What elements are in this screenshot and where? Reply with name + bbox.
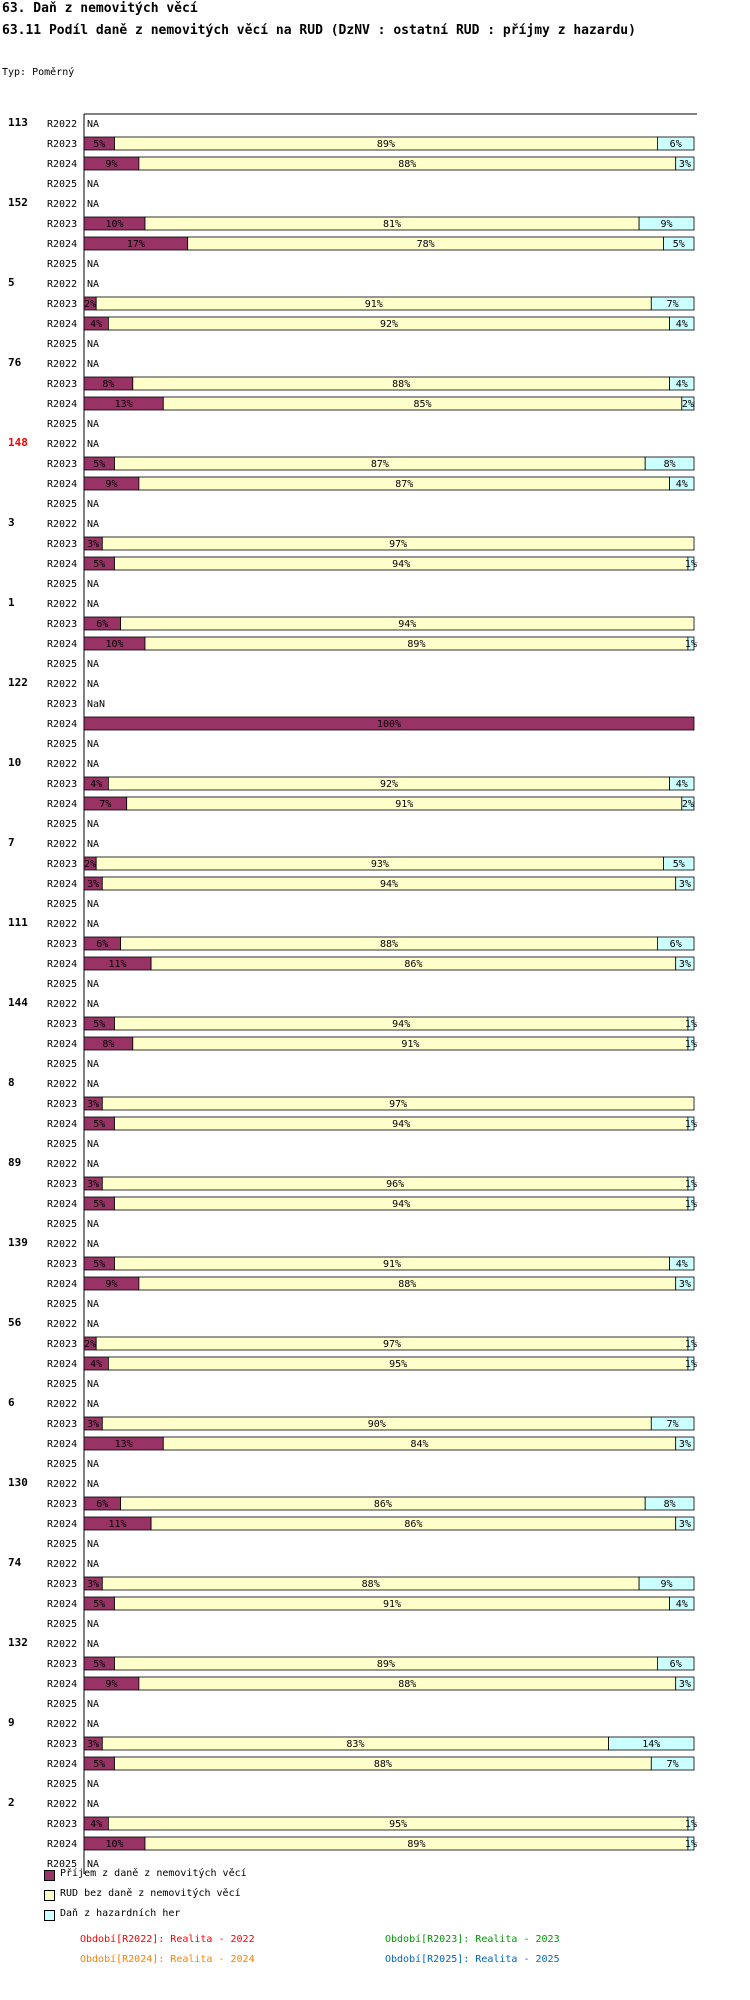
- row-period-label: R2024: [47, 959, 78, 970]
- data-label: 2%: [84, 859, 97, 870]
- row-period-label: R2022: [47, 519, 78, 530]
- row-period-label: R2025: [47, 1219, 78, 1230]
- na-label: NA: [87, 339, 100, 350]
- data-label: 86%: [373, 1499, 392, 1510]
- data-label: 6%: [96, 619, 109, 630]
- data-label: 5%: [93, 1599, 106, 1610]
- na-label: NA: [87, 819, 100, 830]
- row-period-label: R2025: [47, 1059, 78, 1070]
- na-label: NA: [87, 1539, 100, 1550]
- data-label: 91%: [401, 1039, 420, 1050]
- data-label: 88%: [398, 1279, 417, 1290]
- legend-swatch-s3: [44, 1910, 55, 1921]
- na-label: NA: [87, 119, 100, 130]
- data-label: 6%: [669, 939, 682, 950]
- data-label: 78%: [416, 239, 435, 250]
- row-period-label: R2023: [47, 1499, 78, 1510]
- data-label: 5%: [93, 1199, 106, 1210]
- row-period-label: R2023: [47, 859, 78, 870]
- na-label: NA: [87, 1079, 100, 1090]
- data-label: 3%: [678, 959, 691, 970]
- data-label: 89%: [376, 139, 395, 150]
- data-label: 87%: [395, 479, 414, 490]
- data-label: 86%: [404, 959, 423, 970]
- data-label: 88%: [373, 1759, 392, 1770]
- row-period-label: R2024: [47, 1679, 78, 1690]
- row-period-label: R2022: [47, 1719, 78, 1730]
- row-period-label: R2024: [47, 1039, 78, 1050]
- data-label: 1%: [684, 1039, 697, 1050]
- data-label: 91%: [383, 1599, 402, 1610]
- data-label: 5%: [93, 1019, 106, 1030]
- data-label: 88%: [379, 939, 399, 950]
- group-label: 113: [8, 116, 28, 129]
- group-label: 6: [8, 1396, 15, 1409]
- group-label: 5: [8, 276, 15, 289]
- row-period-label: R2025: [47, 1379, 78, 1390]
- na-label: NA: [87, 1299, 100, 1310]
- data-label: 8%: [663, 459, 676, 470]
- data-label: 81%: [383, 219, 402, 230]
- row-period-label: R2023: [47, 539, 78, 550]
- row-period-label: R2024: [47, 159, 78, 170]
- row-period-label: R2025: [47, 419, 78, 430]
- data-label: 9%: [105, 1679, 118, 1690]
- data-label: 94%: [392, 1019, 411, 1030]
- row-period-label: R2022: [47, 1239, 78, 1250]
- data-label: 7%: [666, 299, 679, 310]
- na-label: NA: [87, 1319, 100, 1330]
- legend-swatch-s1: [44, 1870, 55, 1881]
- data-label: 97%: [389, 1099, 408, 1110]
- group-label: 122: [8, 676, 28, 689]
- na-label: NA: [87, 1399, 100, 1410]
- group-label: 1: [8, 596, 15, 609]
- data-label: 3%: [87, 1419, 100, 1430]
- data-label: 5%: [93, 139, 106, 150]
- legend-label-s1: Příjem z daně z nemovitých věcí: [60, 1868, 247, 1879]
- group-label: 9: [8, 1716, 15, 1729]
- row-period-label: R2022: [47, 1479, 78, 1490]
- data-label: 93%: [370, 859, 389, 870]
- na-label: NA: [87, 1479, 100, 1490]
- row-period-label: R2022: [47, 679, 78, 690]
- row-period-label: R2025: [47, 739, 78, 750]
- group-label: 148: [8, 436, 28, 449]
- na-label: NA: [87, 179, 100, 190]
- data-label: 9%: [105, 479, 118, 490]
- data-label: 94%: [392, 1119, 411, 1130]
- data-label: 86%: [404, 1519, 423, 1530]
- data-label: 3%: [87, 539, 100, 550]
- data-label: 88%: [398, 1679, 417, 1690]
- data-label: 9%: [660, 1579, 673, 1590]
- data-label: 4%: [675, 1259, 688, 1270]
- row-period-label: R2022: [47, 359, 78, 370]
- row-period-label: R2024: [47, 719, 78, 730]
- data-label: 1%: [684, 1359, 697, 1370]
- data-label: 5%: [93, 1659, 106, 1670]
- data-label: 3%: [87, 1739, 100, 1750]
- data-label: 7%: [666, 1419, 679, 1430]
- row-period-label: R2025: [47, 1539, 78, 1550]
- na-label: NA: [87, 1719, 100, 1730]
- na-label: NA: [87, 1239, 100, 1250]
- data-label: 9%: [105, 159, 118, 170]
- na-label: NA: [87, 1219, 100, 1230]
- row-period-label: R2022: [47, 599, 78, 610]
- na-label: NA: [87, 579, 100, 590]
- group-label: 8: [8, 1076, 15, 1089]
- data-label: 2%: [84, 299, 97, 310]
- row-period-label: R2022: [47, 1799, 78, 1810]
- row-period-label: R2022: [47, 1319, 78, 1330]
- group-label: 132: [8, 1636, 28, 1649]
- data-label: 94%: [392, 559, 411, 570]
- row-period-label: R2022: [47, 1399, 78, 1410]
- data-label: 5%: [93, 1759, 106, 1770]
- data-label: 4%: [90, 779, 103, 790]
- data-label: 3%: [87, 879, 100, 890]
- na-label: NA: [87, 1159, 100, 1170]
- na-label: NA: [87, 899, 100, 910]
- data-label: 92%: [379, 779, 399, 790]
- row-period-label: R2024: [47, 479, 78, 490]
- row-period-label: R2023: [47, 1019, 78, 1030]
- data-label: 3%: [678, 1519, 691, 1530]
- row-period-label: R2023: [47, 1659, 78, 1670]
- group-label: 74: [8, 1556, 22, 1569]
- na-label: NA: [87, 279, 100, 290]
- group-label: 10: [8, 756, 22, 769]
- row-period-label: R2024: [47, 799, 78, 810]
- data-label: 6%: [669, 139, 682, 150]
- data-label: 89%: [376, 1659, 395, 1670]
- row-period-label: R2024: [47, 319, 78, 330]
- data-label: 94%: [379, 879, 399, 890]
- na-label: NA: [87, 1559, 100, 1570]
- legend-swatch-s2: [44, 1890, 55, 1901]
- row-period-label: R2024: [47, 1839, 78, 1850]
- row-period-label: R2023: [47, 699, 78, 710]
- data-label: 9%: [660, 219, 673, 230]
- period-r2023: Období[R2023]: Realita - 2023: [385, 1934, 560, 1945]
- data-label: 11%: [108, 1519, 127, 1530]
- data-label: 3%: [87, 1579, 100, 1590]
- data-label: 8%: [663, 1499, 676, 1510]
- data-label: 1%: [684, 1179, 697, 1190]
- data-label: 91%: [383, 1259, 402, 1270]
- row-period-label: R2025: [47, 1459, 78, 1470]
- data-label: 2%: [681, 799, 694, 810]
- row-period-label: R2022: [47, 839, 78, 850]
- data-label: 90%: [367, 1419, 386, 1430]
- row-period-label: R2023: [47, 379, 78, 390]
- data-label: 89%: [407, 1839, 426, 1850]
- data-label: 4%: [675, 1599, 688, 1610]
- na-label: NA: [87, 199, 100, 210]
- group-label: 130: [8, 1476, 28, 1489]
- row-period-label: R2022: [47, 999, 78, 1010]
- row-period-label: R2022: [47, 439, 78, 450]
- row-period-label: R2022: [47, 759, 78, 770]
- data-label: 8%: [102, 1039, 115, 1050]
- data-label: 4%: [90, 319, 103, 330]
- data-label: 5%: [93, 1119, 106, 1130]
- na-label: NA: [87, 1619, 100, 1630]
- group-label: 89: [8, 1156, 22, 1169]
- na-label: NA: [87, 839, 100, 850]
- data-label: 10%: [105, 1839, 124, 1850]
- legend-label-s2: RUD bez daně z nemovitých věcí: [60, 1888, 241, 1899]
- period-r2024: Období[R2024]: Realita - 2024: [80, 1954, 255, 1965]
- period-r2022: Období[R2022]: Realita - 2022: [80, 1934, 255, 1945]
- chart-type-label: Typ: Poměrný: [2, 67, 75, 78]
- data-label: 4%: [90, 1819, 103, 1830]
- na-label: NA: [87, 1799, 100, 1810]
- data-label: 6%: [96, 939, 109, 950]
- na-label: NA: [87, 1459, 100, 1470]
- data-label: 83%: [346, 1739, 365, 1750]
- data-label: 96%: [386, 1179, 405, 1190]
- data-label: 5%: [93, 1259, 106, 1270]
- row-period-label: R2025: [47, 1859, 78, 1870]
- row-period-label: R2025: [47, 659, 78, 670]
- row-period-label: R2024: [47, 1599, 78, 1610]
- data-label: 1%: [684, 1339, 697, 1350]
- row-period-label: R2023: [47, 1099, 78, 1110]
- row-period-label: R2023: [47, 459, 78, 470]
- row-period-label: R2022: [47, 279, 78, 290]
- data-label: 4%: [675, 479, 688, 490]
- data-label: 88%: [392, 379, 411, 390]
- na-label: NA: [87, 519, 100, 530]
- group-label: 3: [8, 516, 15, 529]
- na-label: NA: [87, 1859, 100, 1870]
- data-label: 1%: [684, 1119, 697, 1130]
- data-label: 4%: [675, 379, 688, 390]
- row-period-label: R2022: [47, 1639, 78, 1650]
- data-label: 2%: [681, 399, 694, 410]
- page-title: 63. Daň z nemovitých věcí: [2, 1, 198, 16]
- group-label: 7: [8, 836, 15, 849]
- row-period-label: R2024: [47, 1359, 78, 1370]
- data-label: 2%: [84, 1339, 97, 1350]
- row-period-label: R2023: [47, 1179, 78, 1190]
- na-label: NA: [87, 739, 100, 750]
- data-label: 6%: [669, 1659, 682, 1670]
- data-label: 8%: [102, 379, 115, 390]
- na-label: NA: [87, 1779, 100, 1790]
- data-label: 5%: [672, 239, 685, 250]
- data-label: 11%: [108, 959, 127, 970]
- data-label: 94%: [398, 619, 417, 630]
- na-label: NA: [87, 1699, 100, 1710]
- row-period-label: R2025: [47, 499, 78, 510]
- na-label: NA: [87, 919, 100, 930]
- row-period-label: R2025: [47, 1779, 78, 1790]
- group-label: 76: [8, 356, 22, 369]
- na-label: NA: [87, 439, 100, 450]
- group-label: 111: [8, 916, 28, 929]
- na-label: NaN: [87, 699, 106, 710]
- na-label: NA: [87, 359, 100, 370]
- data-label: 1%: [684, 1199, 697, 1210]
- data-label: 1%: [684, 1019, 697, 1030]
- row-period-label: R2022: [47, 119, 78, 130]
- data-label: 9%: [105, 1279, 118, 1290]
- data-label: 13%: [114, 1439, 133, 1450]
- row-period-label: R2024: [47, 559, 78, 570]
- data-label: 100%: [376, 719, 402, 730]
- group-label: 139: [8, 1236, 28, 1249]
- na-label: NA: [87, 1639, 100, 1650]
- na-label: NA: [87, 419, 100, 430]
- data-label: 5%: [672, 859, 685, 870]
- data-label: 84%: [410, 1439, 429, 1450]
- data-label: 87%: [370, 459, 389, 470]
- data-label: 91%: [364, 299, 383, 310]
- row-period-label: R2025: [47, 579, 78, 590]
- na-label: NA: [87, 1379, 100, 1390]
- legend-label-s3: Daň z hazardních her: [60, 1908, 181, 1919]
- data-label: 13%: [114, 399, 133, 410]
- row-period-label: R2025: [47, 1699, 78, 1710]
- row-period-label: R2024: [47, 879, 78, 890]
- data-label: 5%: [93, 459, 106, 470]
- na-label: NA: [87, 599, 100, 610]
- data-label: 92%: [379, 319, 399, 330]
- data-label: 3%: [678, 1279, 691, 1290]
- row-period-label: R2024: [47, 1279, 78, 1290]
- data-label: 4%: [675, 779, 688, 790]
- data-label: 3%: [678, 1439, 691, 1450]
- na-label: NA: [87, 679, 100, 690]
- data-label: 10%: [105, 219, 124, 230]
- period-r2025: Období[R2025]: Realita - 2025: [385, 1954, 560, 1965]
- row-period-label: R2025: [47, 1139, 78, 1150]
- data-label: 3%: [87, 1179, 100, 1190]
- data-label: 3%: [678, 1679, 691, 1690]
- na-label: NA: [87, 979, 100, 990]
- row-period-label: R2025: [47, 179, 78, 190]
- data-label: 7%: [99, 799, 112, 810]
- data-label: 97%: [383, 1339, 402, 1350]
- row-period-label: R2024: [47, 639, 78, 650]
- row-period-label: R2023: [47, 219, 78, 230]
- row-period-label: R2024: [47, 1439, 78, 1450]
- data-label: 97%: [389, 539, 408, 550]
- na-label: NA: [87, 999, 100, 1010]
- data-label: 94%: [392, 1199, 411, 1210]
- row-period-label: R2024: [47, 1119, 78, 1130]
- row-period-label: R2023: [47, 299, 78, 310]
- group-label: 56: [8, 1316, 22, 1329]
- row-period-label: R2025: [47, 1619, 78, 1630]
- group-label: 144: [8, 996, 28, 1009]
- data-label: 95%: [389, 1819, 408, 1830]
- row-period-label: R2024: [47, 239, 78, 250]
- row-period-label: R2025: [47, 899, 78, 910]
- row-period-label: R2024: [47, 1759, 78, 1770]
- row-period-label: R2023: [47, 779, 78, 790]
- data-label: 89%: [407, 639, 426, 650]
- data-label: 3%: [678, 879, 691, 890]
- data-label: 85%: [413, 399, 432, 410]
- data-label: 10%: [105, 639, 124, 650]
- data-label: 4%: [675, 319, 688, 330]
- data-label: 1%: [684, 1819, 697, 1830]
- data-label: 3%: [678, 159, 691, 170]
- data-label: 5%: [93, 559, 106, 570]
- row-period-label: R2023: [47, 1819, 78, 1830]
- row-period-label: R2022: [47, 919, 78, 930]
- row-period-label: R2022: [47, 1559, 78, 1570]
- row-period-label: R2022: [47, 1079, 78, 1090]
- data-label: 14%: [642, 1739, 661, 1750]
- data-label: 7%: [666, 1759, 679, 1770]
- row-period-label: R2024: [47, 1519, 78, 1530]
- row-period-label: R2024: [47, 1199, 78, 1210]
- data-label: 88%: [398, 159, 417, 170]
- row-period-label: R2023: [47, 139, 78, 150]
- row-period-label: R2023: [47, 1579, 78, 1590]
- data-label: 1%: [684, 559, 697, 570]
- na-label: NA: [87, 659, 100, 670]
- row-period-label: R2025: [47, 979, 78, 990]
- row-period-label: R2025: [47, 819, 78, 830]
- row-period-label: R2023: [47, 939, 78, 950]
- group-label: 152: [8, 196, 28, 209]
- data-label: 6%: [96, 1499, 109, 1510]
- row-period-label: R2022: [47, 1159, 78, 1170]
- data-label: 91%: [395, 799, 414, 810]
- row-period-label: R2023: [47, 619, 78, 630]
- data-label: 17%: [126, 239, 145, 250]
- row-period-label: R2025: [47, 259, 78, 270]
- na-label: NA: [87, 1139, 100, 1150]
- row-period-label: R2023: [47, 1739, 78, 1750]
- data-label: 88%: [361, 1579, 380, 1590]
- data-label: 1%: [684, 1839, 697, 1850]
- data-label: 95%: [389, 1359, 408, 1370]
- na-label: NA: [87, 759, 100, 770]
- group-label: 2: [8, 1796, 15, 1809]
- row-period-label: R2023: [47, 1259, 78, 1270]
- row-period-label: R2025: [47, 1299, 78, 1310]
- data-label: 1%: [684, 639, 697, 650]
- na-label: NA: [87, 259, 100, 270]
- row-period-label: R2022: [47, 199, 78, 210]
- row-period-label: R2025: [47, 339, 78, 350]
- na-label: NA: [87, 1059, 100, 1070]
- na-label: NA: [87, 499, 100, 510]
- row-period-label: R2023: [47, 1339, 78, 1350]
- row-period-label: R2024: [47, 399, 78, 410]
- data-label: 3%: [87, 1099, 100, 1110]
- chart-subtitle: 63.11 Podíl daně z nemovitých věcí na RUD (DzNV : ostatní RUD : příjmy z hazardu): [2, 23, 636, 38]
- data-label: 4%: [90, 1359, 103, 1370]
- row-period-label: R2023: [47, 1419, 78, 1430]
